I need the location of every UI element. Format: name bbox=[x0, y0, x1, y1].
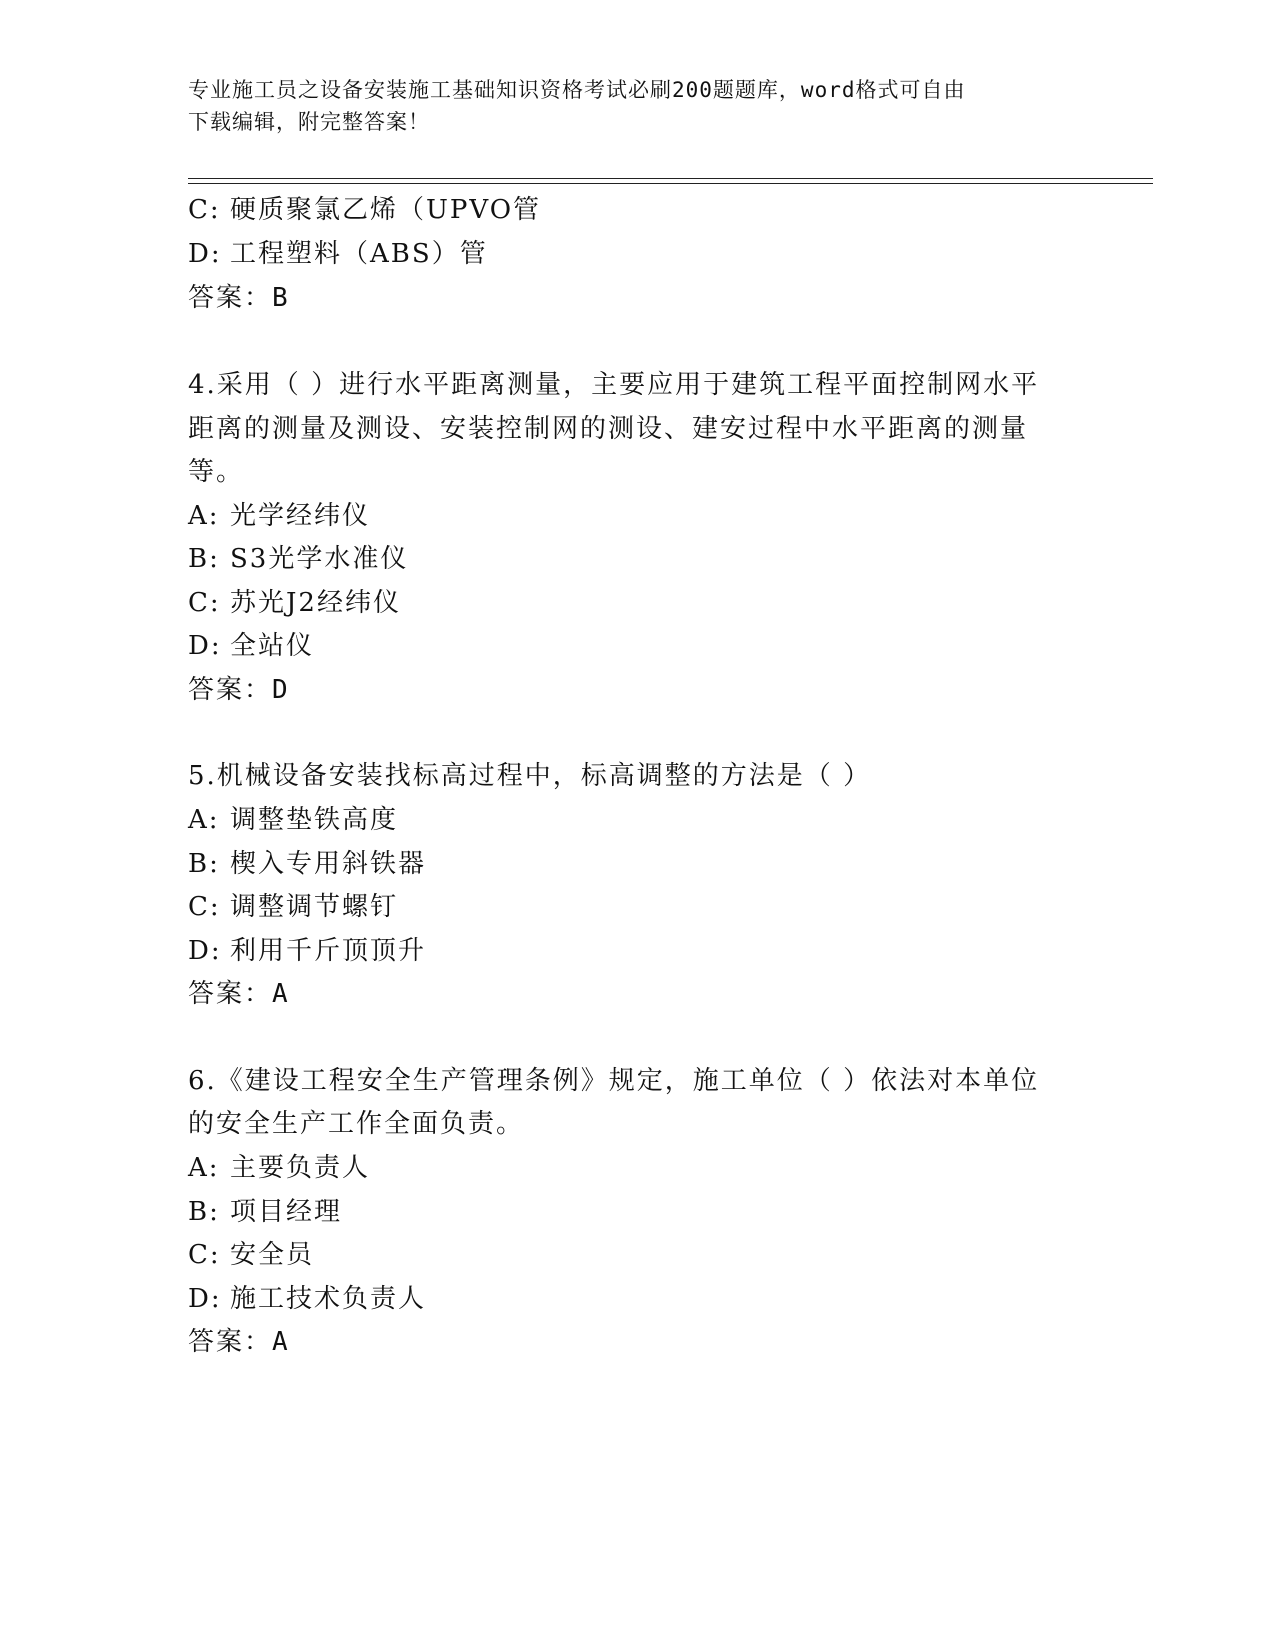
answer-value: D bbox=[272, 675, 290, 705]
option-letter: A: bbox=[188, 805, 220, 835]
document-header bbox=[188, 74, 1068, 138]
option-text: 工程塑料（ABS）管 bbox=[230, 239, 488, 269]
header-line-1: 专业施工员之设备安装施工基础知识资格考试必刷200题题库，word格式可自由 bbox=[188, 78, 966, 102]
q4-answer bbox=[188, 673, 290, 707]
q6-option-c bbox=[188, 1238, 314, 1272]
answer-label: 答案： bbox=[188, 979, 273, 1009]
answer-label: 答案： bbox=[188, 1327, 273, 1357]
q3-option-d bbox=[188, 237, 488, 271]
q3-answer bbox=[188, 281, 290, 315]
option-text: 光学经纬仪 bbox=[230, 501, 371, 531]
answer-value: B bbox=[272, 283, 290, 313]
q5-option-d bbox=[188, 934, 426, 968]
header-divider-top bbox=[188, 178, 1153, 179]
option-letter: B: bbox=[188, 849, 220, 879]
q4-option-d bbox=[188, 629, 314, 663]
q6-answer bbox=[188, 1325, 290, 1359]
option-letter: D: bbox=[188, 631, 222, 661]
option-text: 利用千斤顶顶升 bbox=[230, 936, 427, 966]
option-text: 项目经理 bbox=[230, 1197, 343, 1227]
header-divider-bottom bbox=[188, 183, 1153, 184]
option-text: 硬质聚氯乙烯（UPVO管 bbox=[230, 195, 542, 225]
q6-option-b bbox=[188, 1195, 342, 1229]
q5-option-c bbox=[188, 890, 398, 924]
answer-label: 答案： bbox=[188, 675, 273, 705]
q4-stem-line-2: 距离的测量及测设、安装控制网的测设、建安过程中水平距离的测量 bbox=[188, 414, 1029, 444]
q4-option-a bbox=[188, 499, 370, 533]
q5-answer bbox=[188, 977, 290, 1011]
option-letter: B: bbox=[188, 544, 220, 574]
option-letter: D: bbox=[188, 936, 222, 966]
option-text: 安全员 bbox=[230, 1240, 315, 1270]
option-letter: C: bbox=[188, 1240, 221, 1270]
option-letter: C: bbox=[188, 195, 221, 225]
option-text: 调整垫铁高度 bbox=[230, 805, 399, 835]
option-text: S3光学水准仪 bbox=[230, 544, 409, 574]
header-line-2: 下载编辑，附完整答案！ bbox=[188, 110, 430, 134]
q4-stem-line-1: 4.采用（ ）进行水平距离测量，主要应用于建筑工程平面控制网水平 bbox=[188, 370, 1040, 400]
option-text: 调整调节螺钉 bbox=[230, 892, 399, 922]
option-letter: A: bbox=[188, 501, 220, 531]
option-letter: B: bbox=[188, 1197, 220, 1227]
q4-option-c bbox=[188, 586, 401, 620]
q4-stem-line-3: 等。 bbox=[188, 457, 245, 487]
answer-label: 答案： bbox=[188, 283, 273, 313]
option-text: 主要负责人 bbox=[230, 1153, 371, 1183]
option-letter: D: bbox=[188, 239, 222, 269]
answer-value: A bbox=[272, 979, 290, 1009]
q5-option-a bbox=[188, 803, 398, 837]
q5-option-b bbox=[188, 847, 426, 881]
q3-option-c bbox=[188, 193, 541, 227]
q4-option-b bbox=[188, 542, 408, 576]
option-text: 全站仪 bbox=[230, 631, 315, 661]
q6-option-d bbox=[188, 1282, 426, 1316]
q6-stem-line-2: 的安全生产工作全面负责。 bbox=[188, 1109, 525, 1139]
option-letter: C: bbox=[188, 588, 221, 618]
option-text: 楔入专用斜铁器 bbox=[230, 849, 427, 879]
option-letter: C: bbox=[188, 892, 221, 922]
option-text: 苏光J2经纬仪 bbox=[230, 588, 401, 618]
q6-stem-line-1: 6.《建设工程安全生产管理条例》规定，施工单位（ ）依法对本单位 bbox=[188, 1066, 1040, 1096]
q6-option-a bbox=[188, 1151, 370, 1185]
answer-value: A bbox=[272, 1327, 290, 1357]
option-text: 施工技术负责人 bbox=[230, 1284, 427, 1314]
option-letter: A: bbox=[188, 1153, 220, 1183]
q5-stem-line-1: 5.机械设备安装找标高过程中，标高调整的方法是（ ） bbox=[188, 761, 872, 791]
option-letter: D: bbox=[188, 1284, 222, 1314]
